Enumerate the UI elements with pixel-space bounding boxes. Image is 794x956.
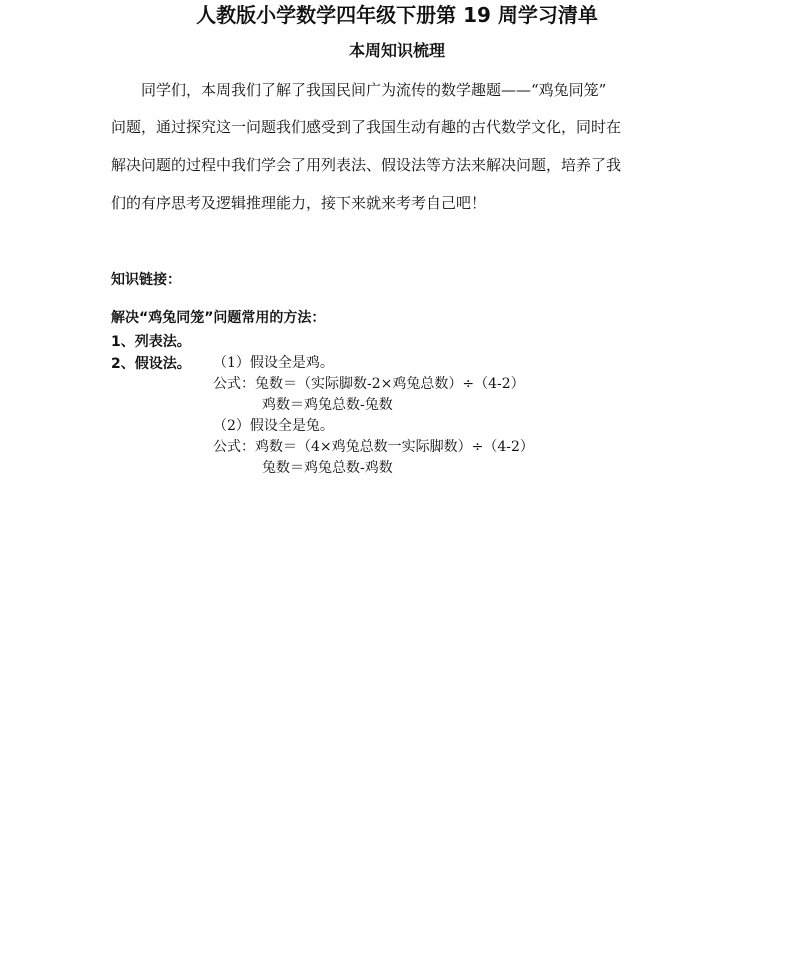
- intro-paragraph-line-2: 问题，通过探究这一问题我们感受到了我国生动有趣的古代数学文化，同时在: [111, 118, 622, 136]
- intro-paragraph-line-4: 们的有序思考及逻辑推理能力，接下来就来考考自己吧！: [111, 194, 487, 212]
- knowledge-link-heading: 知识链接：: [111, 272, 181, 288]
- formula-chickens-line: 鸡数＝鸡兔总数-兔数: [262, 397, 393, 413]
- method-list-item-1: 1、列表法。: [111, 334, 191, 350]
- page-title: 人教版小学数学四年级下册第 19 周学习清单: [196, 3, 598, 27]
- assume-rabbit-line: （2）假设全是兔。: [213, 418, 334, 434]
- section-subtitle: 本周知识梳理: [348, 41, 445, 60]
- methods-heading: 解决“鸡兔同笼”问题常用的方法：: [111, 310, 326, 326]
- formula-chickens-line-2: 公式：鸡数＝（4×鸡兔总数一实际脚数）÷（4-2）: [213, 439, 534, 455]
- intro-paragraph-line-3: 解决问题的过程中我们学会了用列表法、假设法等方法来解决问题，培养了我: [111, 156, 622, 174]
- formula-rabbits-line: 公式：兔数＝（实际脚数-2×鸡兔总数）÷（4-2）: [213, 376, 525, 392]
- formula-rabbits-line-2: 兔数＝鸡兔总数-鸡数: [262, 460, 393, 476]
- method-list-item-2: 2、假设法。: [111, 356, 191, 372]
- intro-paragraph-line-1: 同学们，本周我们了解了我国民间广为流传的数学趣题——“鸡兔同笼”: [141, 81, 607, 99]
- assume-chicken-line: （1）假设全是鸡。: [213, 355, 334, 371]
